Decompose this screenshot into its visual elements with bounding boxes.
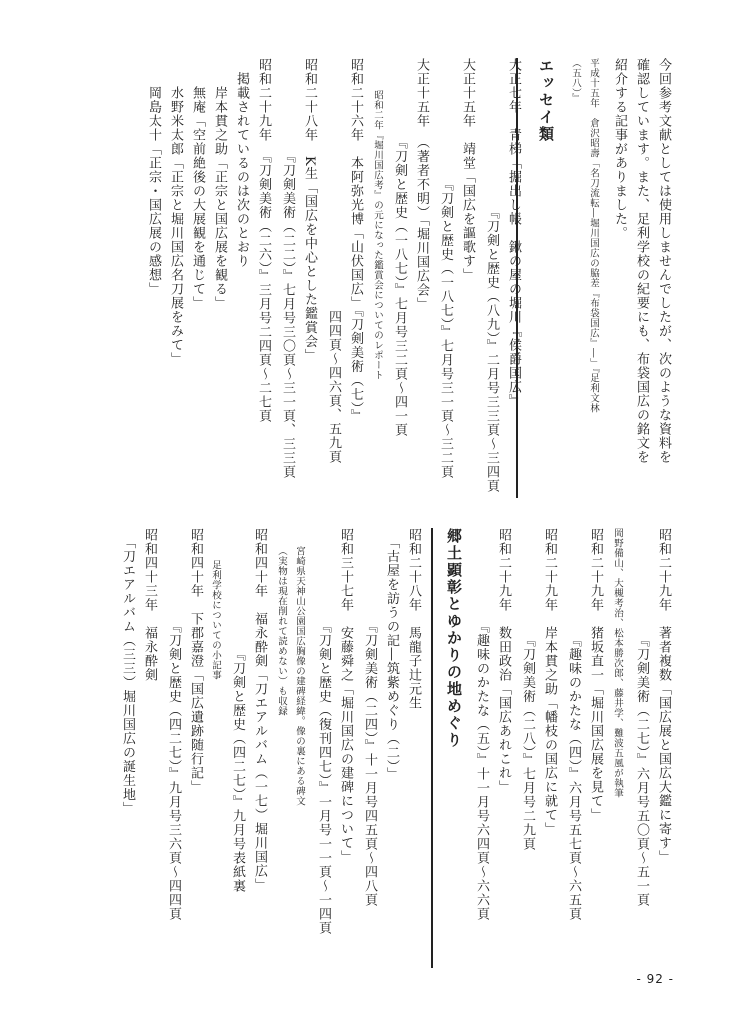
intro-line-3: 紹介する記事がありました。: [612, 58, 627, 240]
kyodo-entry: 『刀剣美術（二四）』十一月号四五頁～四八頁: [362, 528, 377, 907]
kyodo-entry: 昭和三十七年 安藤舜之「堀川国広の建碑について」: [338, 528, 353, 864]
essay-entry: 『刀剣美術（二二）』七月号三〇頁～三一頁、三三頁: [280, 58, 295, 479]
kyodo-heading-rule: [431, 528, 433, 968]
kyodo-entry: 『刀剣と歴史（四二七）』九月号表紙裏: [230, 528, 245, 893]
essay-entry: 『刀剣と歴史（一八七）』七月号三一頁～三二頁: [438, 58, 453, 479]
page-number: - 92 -: [636, 972, 674, 986]
essay-entry: 岸本貫之助「正宗と国広展を観る」: [212, 58, 227, 310]
essay-entry: 無庵「空前絶後の大展観を通じて」: [190, 58, 205, 310]
essay-entry: 『刀剣と歴史（一八七）』七月号三二頁～四一頁: [392, 58, 407, 437]
kyodo-entry: 昭和四十年 下郡嘉澄「国広遺跡随行記」: [188, 528, 203, 794]
essay-entry: 大正七年 青梯「掘出し帳 鍬の屋の堀川『侯爵国広』: [506, 58, 521, 408]
essay-entry: 昭和二十六年 本阿弥光博「山伏国広」『刀剣美術（七）』: [348, 58, 363, 423]
essay-entry: 四四頁～四六頁、五九頁: [326, 58, 341, 464]
essay-entry: 岡島太十「正宗・国広展の感想」: [146, 58, 161, 296]
kyodo-entry: 「古屋を訪うの記―筑紫めぐり（二）」: [384, 528, 399, 781]
essay-entry: 『刀剣と歴史（八九）』二月号三三頁～三四頁: [484, 58, 499, 493]
essay-entry: 水野米太郎「正宗と堀川国広名刀展をみて」: [168, 58, 183, 366]
kyodo-entry: 「刀エアルバム（三三）堀川国広の誕生地」: [120, 528, 135, 816]
intro-line-2: 確認しています。また、足利学校の紀要にも、布袋国広の銘文を: [634, 58, 649, 464]
bottom-entry: 『趣味のかたな（五）』十一月号六四頁～六六頁: [474, 528, 489, 921]
reference-note-1: 平成十五年 倉沢昭壽「名刀流転―堀川国広の脇差『布袋国広』―」『足利文林: [588, 58, 599, 414]
essay-entry: 昭和二十九年 『刀剣美術（二六）』三月号二四頁～二七頁: [256, 58, 271, 423]
intro-line-1: 今回参考文献としては使用しませんでしたが、次のような資料を: [656, 58, 671, 464]
essay-heading: エッセイ類: [537, 58, 555, 143]
kyodo-entry: 昭和二十八年 馬龍子辻元生: [406, 528, 421, 710]
bottom-note: 岡野備山、大槻考治、松本勝次郎、藤井学、難波五風が執筆: [612, 528, 623, 798]
bottom-entry: 昭和二十九年 数田政治「国広あれこれ」: [496, 528, 511, 794]
essay-entry: 昭和二十八年 K生「国広を中心とした鑑賞会」: [302, 58, 317, 363]
kyodo-entry: 『刀剣と歴史（復刊四七）』一月号一一頁～一四頁: [316, 528, 331, 935]
reference-note-2: （五八）』: [570, 58, 581, 104]
essay-note: 昭和二年『堀川国広考』の元になった鑑賞会についてのレポート: [372, 90, 383, 380]
kyodo-entry: 昭和四十年 福永酔剣「刀エアルバム（一七）堀川国広」: [252, 528, 267, 892]
bottom-entry: 昭和二十九年 猪坂直一「堀川国広展を見て」: [588, 528, 603, 822]
essay-entry: 大正十五年 （著者不明）「堀川国広会」: [414, 58, 429, 311]
kyodo-note: （実物は現在削れて読めない）も収録: [276, 546, 287, 716]
kyodo-entry: 『刀剣と歴史（四二七）』九月号三六頁～四四頁: [166, 528, 181, 921]
essay-entry: 掲載されているのは次のとおり: [234, 58, 249, 268]
kyodo-heading: 郷土顕彰とゆかりの地めぐり: [445, 528, 463, 749]
kyodo-entry: 昭和四十三年 福永酔剣: [142, 528, 157, 682]
bottom-entry: 『刀剣美術（二八）』七月号二九頁: [520, 528, 535, 851]
bottom-entry: 『趣味のかたな（四）』六月号五七頁～六五頁: [566, 528, 581, 921]
kyodo-note: 足利学校についての小記事: [210, 560, 221, 680]
bottom-entry: 昭和二十九年 著者複数「国広展と国広大鑑に寄す」: [656, 528, 671, 864]
bottom-entry: 『刀剣美術（二七）』六月号五〇頁～五一頁: [634, 528, 649, 907]
essay-entry: 大正十五年 靖堂「国広を謳歌す」: [460, 58, 475, 282]
kyodo-note: 宮崎県天神山公園国広胸像の建碑経緯。像の裏にある碑文: [294, 546, 305, 806]
bottom-entry: 昭和二十九年 岸本貫之助「幡枝の国広に就て」: [542, 528, 557, 836]
